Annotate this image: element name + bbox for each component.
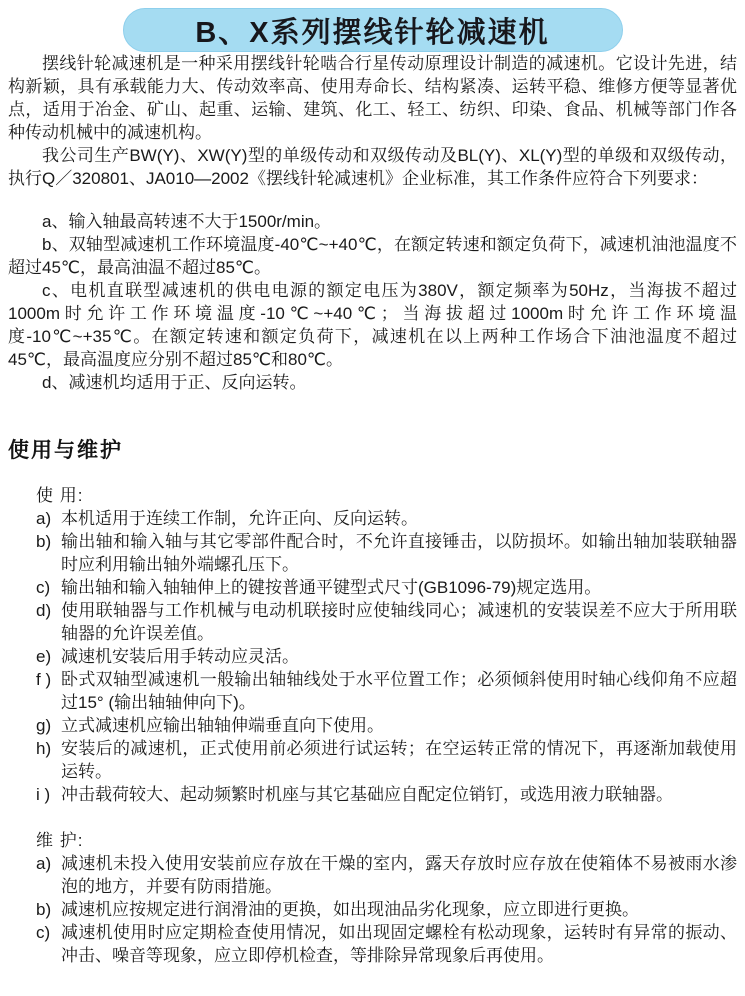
page-title: B、X系列摆线针轮减速机 xyxy=(123,8,623,52)
item-marker: a) xyxy=(36,854,52,873)
item-text: 立式减速机应输出轴轴伸端垂直向下使用。 xyxy=(61,716,384,735)
usage-item xyxy=(36,783,737,806)
item-marker: e) xyxy=(36,647,52,666)
condition-item-a: a、输入轴最高转速不大于1500r/min。 xyxy=(42,212,332,231)
item-text: 输出轴和输入轴轴伸上的键按普通平键型式尺寸(GB1096-79)规定选用。 xyxy=(61,578,602,597)
maintenance-label: 维 护: xyxy=(36,831,84,850)
item-marker: c) xyxy=(36,923,51,942)
item-text: 卧式双轴型减速机一般输出轴轴线处于水平位置工作；必须倾斜使用时轴心线仰角不应超过15° (输出轴轴伸向下)。 xyxy=(61,670,737,712)
item-text: 安装后的减速机，正式使用前必须进行试运转；在空运转正常的情况下，再逐渐加载使用运转。 xyxy=(61,739,737,781)
usage-item xyxy=(36,599,737,645)
item-text: 减速机未投入使用安装前应存放在干燥的室内，露天存放时应存放在使箱体不易被雨水渗泡的地方，并要有防雨措施。 xyxy=(61,854,737,896)
maintenance-item xyxy=(36,921,737,967)
section-heading-usage-maintenance: 使用与维护 xyxy=(8,439,123,462)
usage-item xyxy=(36,530,737,576)
intro-paragraph-2: 我公司生产BW(Y)、XW(Y)型的单级传动和双级传动及BL(Y)、XL(Y)型的单级和双级传动，执行Q／320801、JA010—2002《摆线针轮减速机》企业标准，其工作条件应符合下列要求： xyxy=(8,146,737,188)
item-marker: c) xyxy=(36,578,51,597)
item-marker: g) xyxy=(36,716,52,735)
usage-item xyxy=(36,507,737,530)
condition-item-b: b、双轴型减速机工作环境温度-40℃~+40℃，在额定转速和额定负荷下，减速机油池温度不超过45℃，最高油温不超过85℃。 xyxy=(8,235,737,277)
maintenance-item xyxy=(36,852,737,898)
item-marker: h) xyxy=(36,739,52,758)
item-marker: f ) xyxy=(36,670,52,689)
maintenance-item xyxy=(36,898,737,921)
condition-item-c: c、电机直联型减速机的供电电源的额定电压为380V，额定频率为50Hz，当海拔不超过1000m时允许工作环境温度-10℃~+40℃；当海拔超过1000m时允许工作环境温度-10℃~+35℃。在额定转速和额定负荷下，减速机在以上两种工作场合下油池温度不超过45℃，最高温度应分别不超过85℃和80℃。 xyxy=(8,281,737,369)
item-marker: b) xyxy=(36,532,52,551)
working-conditions-list xyxy=(8,210,737,394)
item-text: 输出轴和输入轴与其它零部件配合时，不允许直接锤击，以防损坏。如输出轴加装联轴器时应利用输出轴外端螺孔压下。 xyxy=(61,532,737,574)
item-text: 减速机使用时应定期检查使用情况，如出现固定螺栓有松动现象，运转时有异常的振动、冲击、噪音等现象，应立即停机检查，等排除异常现象后再使用。 xyxy=(61,923,737,965)
item-text: 使用联轴器与工作机械与电动机联接时应使轴线同心；减速机的安装误差不应大于所用联轴器的允许误差值。 xyxy=(61,601,737,643)
item-text: 减速机安装后用手转动应灵活。 xyxy=(61,647,299,666)
intro-paragraph-1: 摆线针轮减速机是一种采用摆线针轮啮合行星传动原理设计制造的减速机。它设计先进，结构新颖，具有承载能力大、传动效率高、使用寿命长、结构紧凑、运转平稳、维修方便等显著优点，适用于冶金、矿山、起重、运输、建筑、化工、轻工、纺织、印染、食品、机械等部门作各种传动机械中的减速机构。 xyxy=(8,54,737,142)
item-text: 本机适用于连续工作制，允许正向、反向运转。 xyxy=(61,509,418,528)
item-marker: a) xyxy=(36,509,52,528)
usage-item xyxy=(36,576,737,599)
usage-items-list xyxy=(8,507,737,806)
usage-item xyxy=(36,668,737,714)
item-marker: d) xyxy=(36,601,52,620)
document-body xyxy=(8,52,737,967)
item-text: 冲击载荷较大、起动频繁时机座与其它基础应自配定位销钉，或选用液力联轴器。 xyxy=(61,785,673,804)
usage-item xyxy=(36,645,737,668)
item-marker: b) xyxy=(36,900,52,919)
condition-item-d: d、减速机均适用于正、反向运转。 xyxy=(42,373,307,392)
usage-item xyxy=(36,714,737,737)
item-text: 减速机应按规定进行润滑油的更换，如出现油品劣化现象，应立即进行更换。 xyxy=(61,900,639,919)
usage-label: 使 用: xyxy=(36,486,84,505)
usage-item xyxy=(36,737,737,783)
item-marker: i ) xyxy=(36,785,51,804)
maintenance-items-list xyxy=(8,852,737,967)
